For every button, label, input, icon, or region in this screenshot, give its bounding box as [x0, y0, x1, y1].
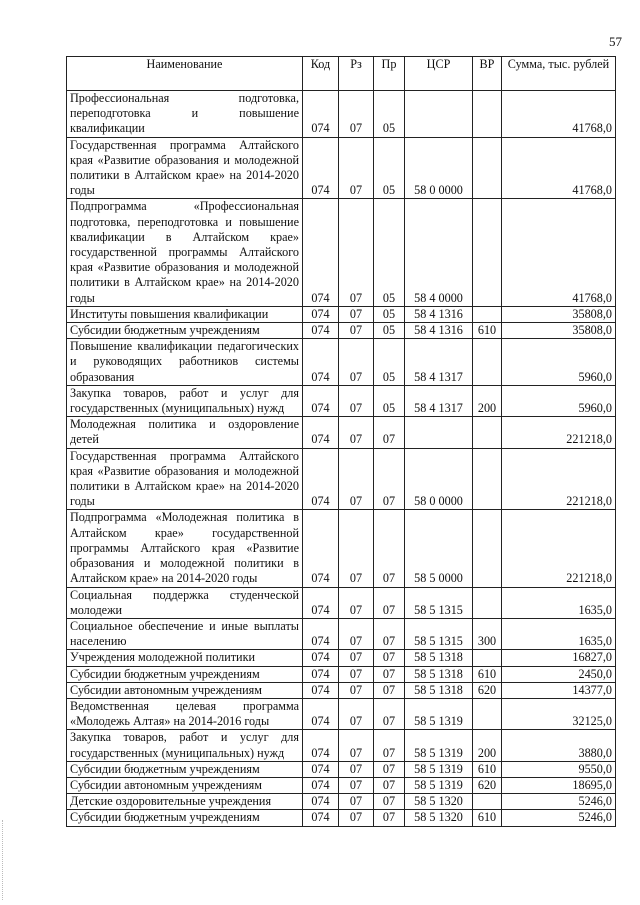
cell-vr: 620: [473, 777, 502, 793]
cell-name: Субсидии бюджетным учреждениям: [67, 666, 303, 682]
table-row: [67, 91, 616, 138]
cell-csr: 58 5 1318: [405, 682, 473, 698]
cell-kod: 074: [303, 794, 339, 810]
cell-csr: 58 5 0000: [405, 510, 473, 587]
cell-rz: 07: [339, 618, 374, 649]
cell-name: Государственная программа Алтайского края «Развитие образования и молодежной политики в Алтайском крае» на 2014-2020 годы: [67, 137, 303, 199]
cell-vr: [473, 199, 502, 306]
cell-sum: 2450,0: [502, 666, 616, 682]
cell-rz: 07: [339, 810, 374, 826]
cell-rz: 07: [339, 323, 374, 339]
cell-kod: 074: [303, 323, 339, 339]
cell-csr: [405, 91, 473, 138]
cell-vr: [473, 448, 502, 510]
cell-pr: 05: [374, 323, 405, 339]
cell-kod: 074: [303, 137, 339, 199]
cell-rz: 07: [339, 510, 374, 587]
cell-pr: 07: [374, 510, 405, 587]
cell-rz: 07: [339, 794, 374, 810]
cell-rz: 07: [339, 448, 374, 510]
cell-rz: 07: [339, 385, 374, 416]
cell-sum: 14377,0: [502, 682, 616, 698]
table-row: [67, 682, 616, 698]
cell-pr: 05: [374, 91, 405, 138]
cell-rz: 07: [339, 199, 374, 306]
cell-name: Субсидии бюджетным учреждениям: [67, 761, 303, 777]
cell-pr: 05: [374, 339, 405, 386]
cell-pr: 07: [374, 777, 405, 793]
cell-vr: 200: [473, 385, 502, 416]
cell-rz: 07: [339, 682, 374, 698]
cell-sum: 1635,0: [502, 587, 616, 618]
cell-pr: 05: [374, 199, 405, 306]
table-row: [67, 761, 616, 777]
cell-pr: 07: [374, 761, 405, 777]
cell-pr: 05: [374, 385, 405, 416]
cell-sum: 35808,0: [502, 323, 616, 339]
table-row: [67, 587, 616, 618]
cell-csr: [405, 417, 473, 448]
cell-vr: [473, 587, 502, 618]
cell-vr: [473, 417, 502, 448]
cell-kod: 074: [303, 810, 339, 826]
cell-name: Социальное обеспечение и иные выплаты населению: [67, 618, 303, 649]
cell-sum: 41768,0: [502, 137, 616, 199]
cell-name: Субсидии бюджетным учреждениям: [67, 810, 303, 826]
header-name: Наименование: [67, 57, 303, 91]
cell-pr: 07: [374, 417, 405, 448]
cell-name: Профессиональная подготовка, переподготовка и повышение квалификации: [67, 91, 303, 138]
cell-rz: 07: [339, 339, 374, 386]
cell-kod: 074: [303, 682, 339, 698]
cell-csr: 58 5 1319: [405, 698, 473, 729]
cell-csr: 58 5 1319: [405, 761, 473, 777]
cell-csr: 58 5 1320: [405, 810, 473, 826]
cell-kod: 074: [303, 448, 339, 510]
table-row: [67, 666, 616, 682]
table-row: [67, 698, 616, 729]
cell-name: Государственная программа Алтайского края «Развитие образования и молодежной политики в Алтайском крае» на 2014-2020 годы: [67, 448, 303, 510]
cell-csr: 58 0 0000: [405, 137, 473, 199]
cell-sum: 5246,0: [502, 810, 616, 826]
cell-sum: 1635,0: [502, 618, 616, 649]
cell-pr: 07: [374, 650, 405, 666]
cell-pr: 07: [374, 730, 405, 761]
cell-name: Подпрограмма «Профессиональная подготовка, переподготовка и повышение квалификации в Алтайском крае» государственной программы Алтайского края «Развитие образования и молодежной политики в Алтайском крае» на 2014-2020 годы: [67, 199, 303, 306]
cell-rz: 07: [339, 137, 374, 199]
cell-pr: 05: [374, 306, 405, 322]
table-row: [67, 730, 616, 761]
cell-kod: 074: [303, 698, 339, 729]
cell-sum: 18695,0: [502, 777, 616, 793]
cell-name: Закупка товаров, работ и услуг для государственных (муниципальных) нужд: [67, 385, 303, 416]
table-row: [67, 199, 616, 306]
table-row: [67, 385, 616, 416]
cell-pr: 05: [374, 137, 405, 199]
cell-rz: 07: [339, 417, 374, 448]
cell-csr: 58 5 1320: [405, 794, 473, 810]
cell-sum: 221218,0: [502, 510, 616, 587]
cell-name: Субсидии автономным учреждениям: [67, 777, 303, 793]
cell-rz: 07: [339, 91, 374, 138]
cell-kod: 074: [303, 199, 339, 306]
cell-kod: 074: [303, 587, 339, 618]
cell-sum: 3880,0: [502, 730, 616, 761]
cell-rz: 07: [339, 650, 374, 666]
cell-vr: [473, 510, 502, 587]
cell-name: Ведомственная целевая программа «Молодежь Алтая» на 2014-2016 годы: [67, 698, 303, 729]
page-number: 57: [609, 34, 622, 49]
cell-kod: 074: [303, 510, 339, 587]
cell-pr: 07: [374, 682, 405, 698]
cell-csr: 58 5 1318: [405, 650, 473, 666]
cell-sum: 9550,0: [502, 761, 616, 777]
cell-csr: 58 5 1319: [405, 730, 473, 761]
table-row: [67, 618, 616, 649]
table-row: [67, 510, 616, 587]
cell-kod: 074: [303, 777, 339, 793]
cell-kod: 074: [303, 650, 339, 666]
cell-name: Подпрограмма «Молодежная политика в Алтайском крае» государственной программы Алтайского края «Развитие образования и молодежной политики в Алтайском крае» на 2014-2020 годы: [67, 510, 303, 587]
cell-sum: 41768,0: [502, 199, 616, 306]
cell-name: Повышение квалификации педагогических и руководящих работников системы образования: [67, 339, 303, 386]
header-vr: ВР: [473, 57, 502, 91]
scan-edge-mark: [2, 820, 5, 900]
header-kod: Код: [303, 57, 339, 91]
cell-csr: 58 4 1316: [405, 306, 473, 322]
cell-vr: [473, 650, 502, 666]
table-body: [67, 91, 616, 827]
cell-rz: 07: [339, 730, 374, 761]
cell-rz: 07: [339, 698, 374, 729]
cell-vr: [473, 306, 502, 322]
cell-vr: [473, 91, 502, 138]
cell-rz: 07: [339, 761, 374, 777]
cell-rz: 07: [339, 666, 374, 682]
table-row: [67, 650, 616, 666]
cell-csr: 58 0 0000: [405, 448, 473, 510]
cell-kod: 074: [303, 339, 339, 386]
cell-name: Институты повышения квалификации: [67, 306, 303, 322]
cell-rz: 07: [339, 306, 374, 322]
cell-rz: 07: [339, 587, 374, 618]
cell-name: Детские оздоровительные учреждения: [67, 794, 303, 810]
cell-csr: 58 5 1315: [405, 587, 473, 618]
cell-vr: [473, 794, 502, 810]
cell-pr: 07: [374, 618, 405, 649]
header-pr: Пр: [374, 57, 405, 91]
cell-name: Молодежная политика и оздоровление детей: [67, 417, 303, 448]
cell-vr: 620: [473, 682, 502, 698]
cell-name: Социальная поддержка студенческой молодежи: [67, 587, 303, 618]
cell-csr: 58 4 1316: [405, 323, 473, 339]
cell-sum: 16827,0: [502, 650, 616, 666]
cell-sum: 5960,0: [502, 385, 616, 416]
cell-csr: 58 5 1318: [405, 666, 473, 682]
cell-csr: 58 5 1319: [405, 777, 473, 793]
table-row: [67, 323, 616, 339]
table-row: [67, 777, 616, 793]
cell-sum: 5246,0: [502, 794, 616, 810]
table-header-row: [67, 57, 616, 91]
cell-csr: 58 5 1315: [405, 618, 473, 649]
cell-vr: 200: [473, 730, 502, 761]
cell-sum: 35808,0: [502, 306, 616, 322]
table-row: [67, 137, 616, 199]
cell-kod: 074: [303, 385, 339, 416]
cell-name: Учреждения молодежной политики: [67, 650, 303, 666]
cell-pr: 07: [374, 794, 405, 810]
budget-table: [66, 56, 616, 827]
cell-pr: 07: [374, 448, 405, 510]
cell-kod: 074: [303, 761, 339, 777]
cell-pr: 07: [374, 810, 405, 826]
cell-kod: 074: [303, 306, 339, 322]
cell-sum: 221218,0: [502, 417, 616, 448]
table-row: [67, 306, 616, 322]
table-row: [67, 810, 616, 826]
cell-sum: 221218,0: [502, 448, 616, 510]
table-row: [67, 448, 616, 510]
cell-vr: 610: [473, 666, 502, 682]
cell-pr: 07: [374, 698, 405, 729]
table-row: [67, 794, 616, 810]
cell-vr: 610: [473, 761, 502, 777]
table-row: [67, 417, 616, 448]
table-row: [67, 339, 616, 386]
cell-kod: 074: [303, 730, 339, 761]
header-rz: Рз: [339, 57, 374, 91]
cell-name: Закупка товаров, работ и услуг для государственных (муниципальных) нужд: [67, 730, 303, 761]
cell-kod: 074: [303, 91, 339, 138]
cell-pr: 07: [374, 666, 405, 682]
cell-vr: 610: [473, 323, 502, 339]
cell-kod: 074: [303, 417, 339, 448]
cell-kod: 074: [303, 618, 339, 649]
cell-csr: 58 4 1317: [405, 339, 473, 386]
cell-csr: 58 4 1317: [405, 385, 473, 416]
cell-sum: 32125,0: [502, 698, 616, 729]
cell-vr: [473, 698, 502, 729]
cell-vr: 610: [473, 810, 502, 826]
cell-kod: 074: [303, 666, 339, 682]
cell-name: Субсидии бюджетным учреждениям: [67, 323, 303, 339]
cell-sum: 5960,0: [502, 339, 616, 386]
cell-vr: 300: [473, 618, 502, 649]
header-sum: Сумма, тыс. рублей: [502, 57, 616, 91]
cell-name: Субсидии автономным учреждениям: [67, 682, 303, 698]
header-csr: ЦСР: [405, 57, 473, 91]
cell-vr: [473, 137, 502, 199]
cell-csr: 58 4 0000: [405, 199, 473, 306]
cell-vr: [473, 339, 502, 386]
cell-sum: 41768,0: [502, 91, 616, 138]
cell-rz: 07: [339, 777, 374, 793]
cell-pr: 07: [374, 587, 405, 618]
